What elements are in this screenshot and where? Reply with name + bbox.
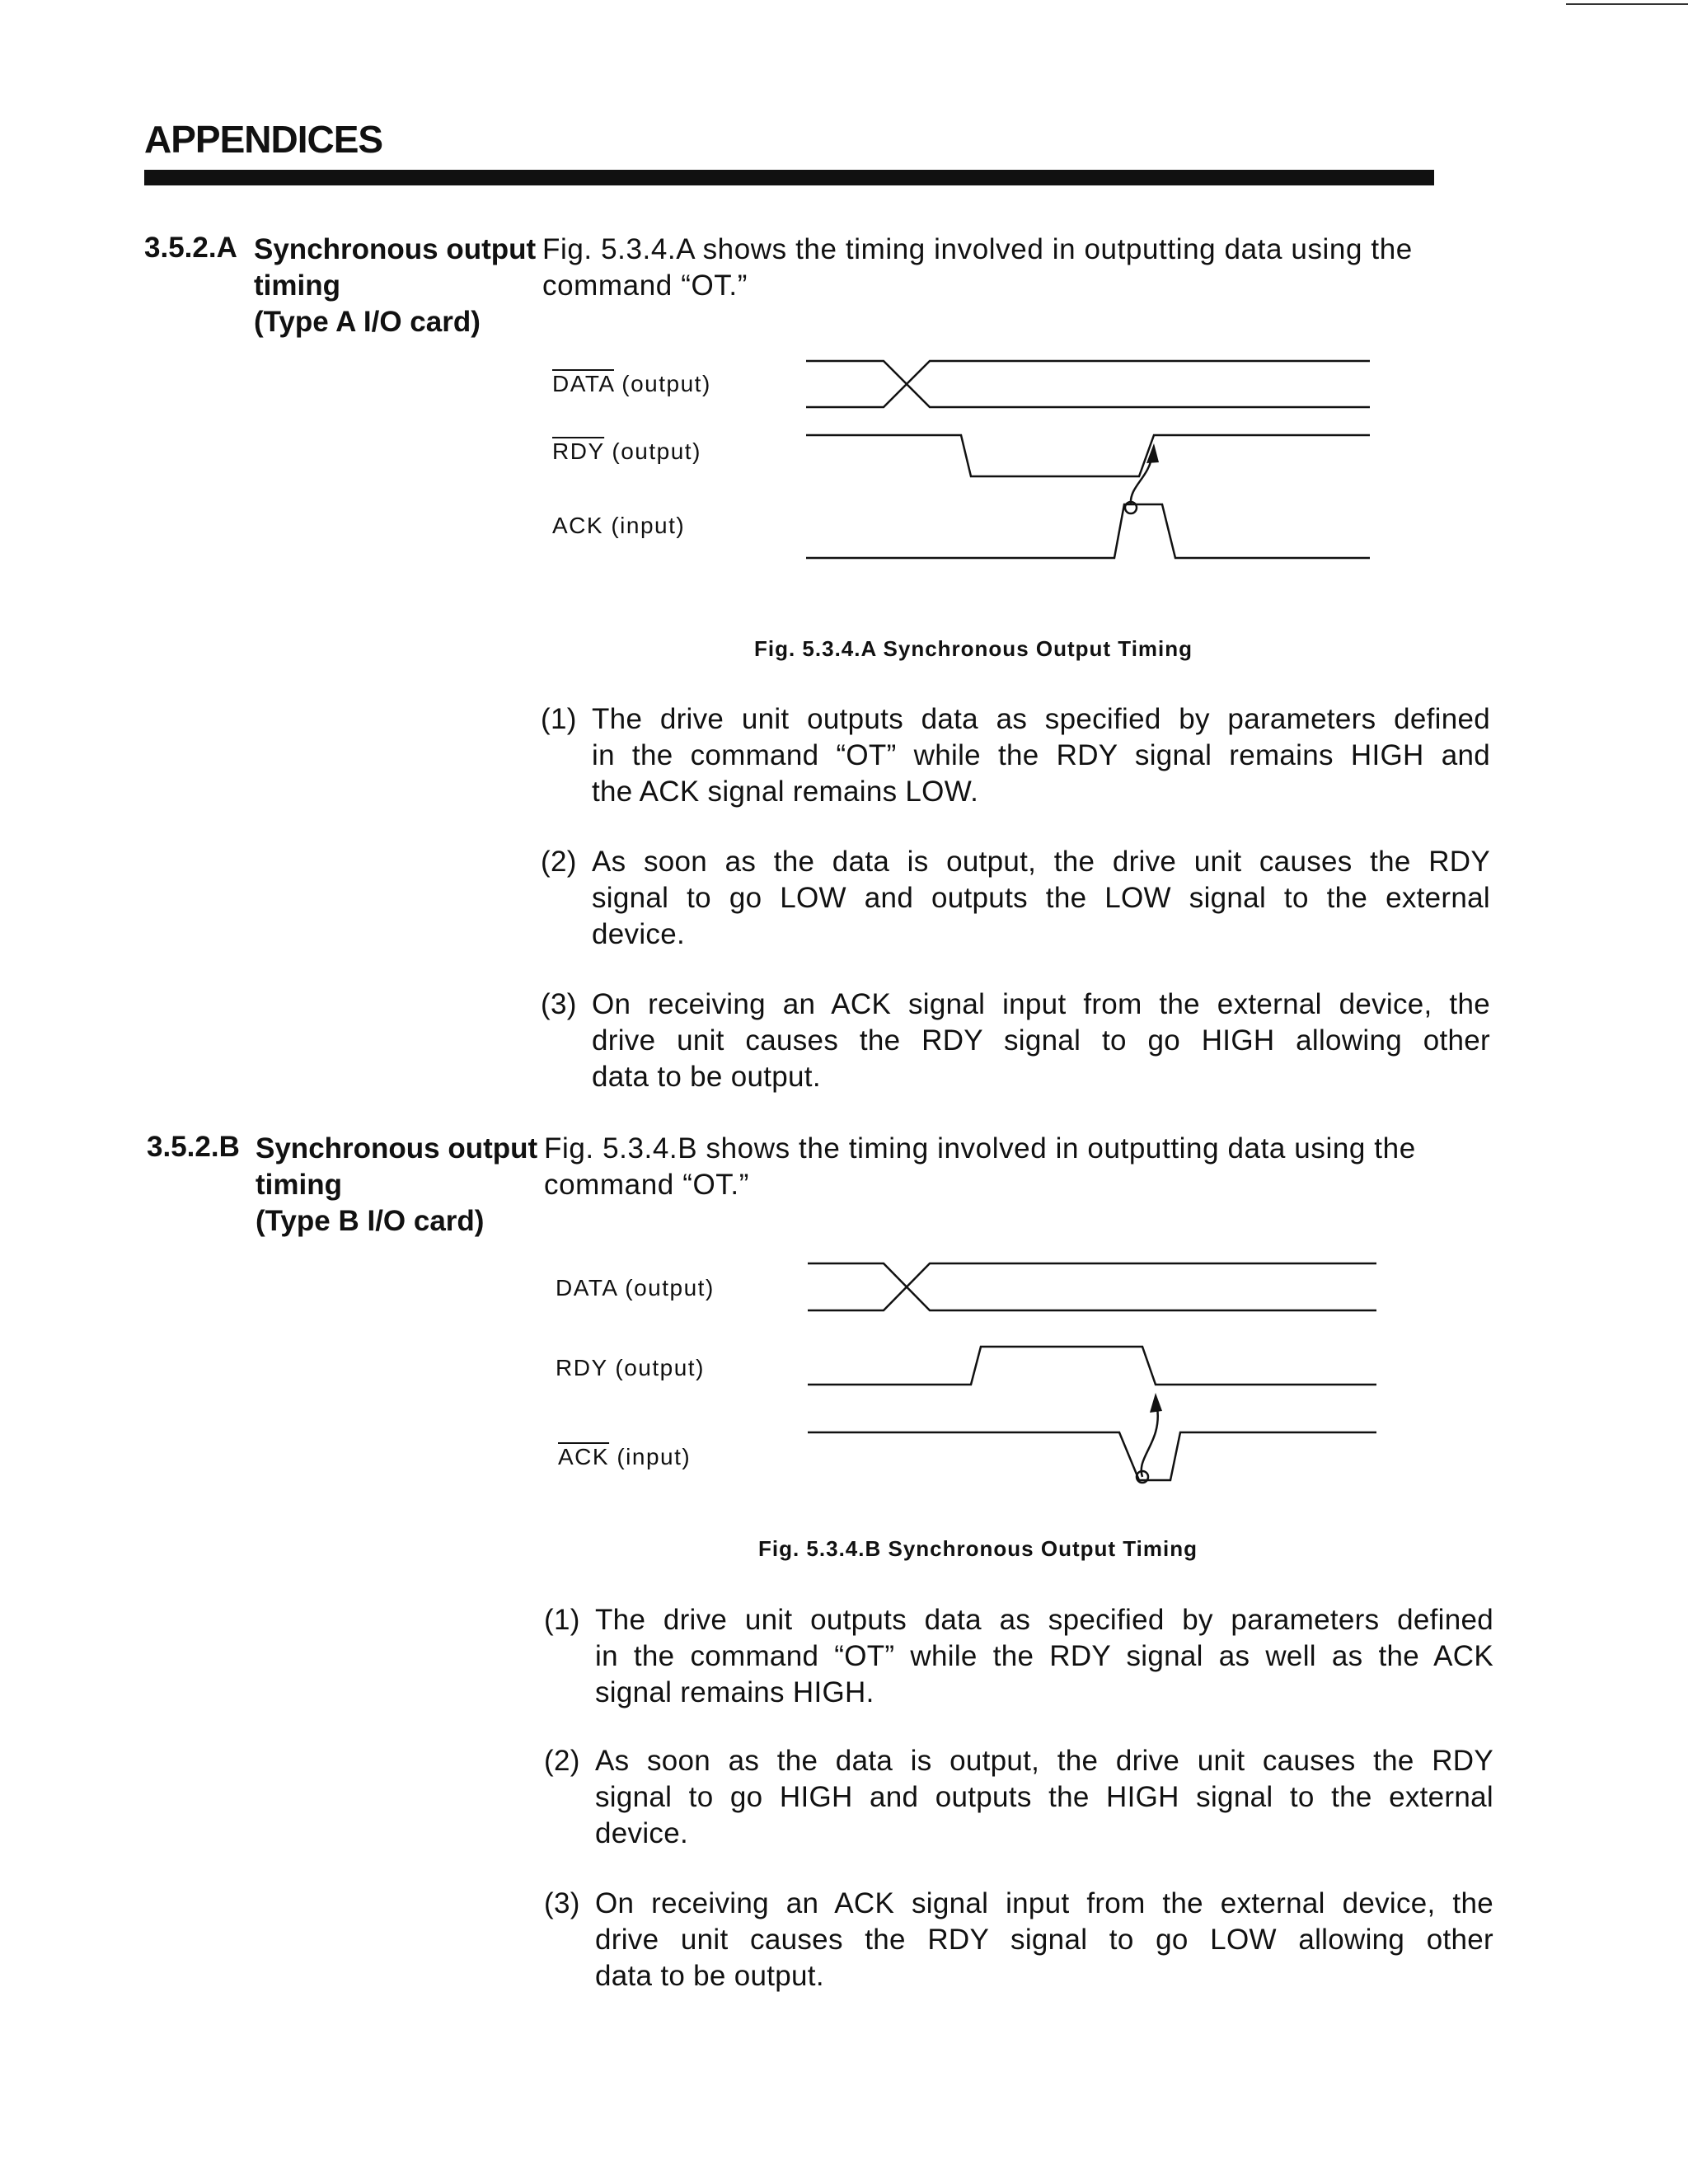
section-a-title-line: (Type A I/O card) bbox=[254, 306, 481, 338]
data-waveform bbox=[806, 361, 1370, 407]
list-item-number: (2) bbox=[541, 846, 577, 878]
ack-waveform bbox=[808, 1432, 1376, 1480]
list-item-number: (1) bbox=[541, 703, 577, 735]
list-item bbox=[541, 844, 1490, 953]
signal-name: ACK bbox=[552, 513, 604, 538]
section-b-title-line: (Type B I/O card) bbox=[256, 1205, 485, 1237]
signal-name: DATA bbox=[552, 371, 614, 396]
list-item-line: drive unit causes the RDY signal to go HIGH allowing other bbox=[592, 1024, 1490, 1057]
list-item-line: device. bbox=[595, 1817, 688, 1849]
list-item bbox=[544, 1886, 1493, 1994]
rdy-waveform bbox=[806, 435, 1370, 476]
section-b-title bbox=[256, 1131, 537, 1240]
signal-name: $\overline{ACK}$ bbox=[558, 1444, 610, 1469]
signal-direction: (input) bbox=[611, 513, 686, 538]
list-item-line: signal to go LOW and outputs the LOW signal to the external bbox=[592, 882, 1490, 914]
section-a-intro-line: Fig. 5.3.4.A shows the timing involved in outputting data using the bbox=[542, 233, 1413, 265]
list-item-line: The drive unit outputs data as specified by parameters defined bbox=[592, 703, 1490, 735]
list-item-line: signal to go HIGH and outputs the HIGH signal to the external bbox=[595, 1781, 1493, 1813]
list-item-line: On receiving an ACK signal input from the external device, the bbox=[595, 1887, 1493, 1919]
list-item-line: data to be output. bbox=[595, 1960, 824, 1992]
arrow-head bbox=[1150, 1393, 1162, 1413]
data-waveform bbox=[808, 1263, 1376, 1310]
rdy-waveform bbox=[808, 1347, 1376, 1385]
signal-name: DATA bbox=[556, 1275, 617, 1301]
section-a-intro-line: command “OT.” bbox=[542, 269, 748, 302]
list-item bbox=[541, 701, 1490, 810]
signal-direction: (input) bbox=[617, 1444, 692, 1469]
list-item-number: (2) bbox=[544, 1745, 580, 1777]
figure-caption-a: Fig. 5.3.4.A Synchronous Output Timing bbox=[754, 636, 1193, 661]
list-item-number: (3) bbox=[541, 988, 577, 1020]
section-b-number: 3.5.2.B bbox=[147, 1131, 240, 1163]
list-item-line: data to be output. bbox=[592, 1061, 821, 1093]
signal-direction: (output) bbox=[625, 1275, 715, 1301]
signal-name: $\overline{RDY}$ bbox=[552, 438, 605, 464]
ack-waveform bbox=[806, 504, 1370, 558]
figure-caption-b: Fig. 5.3.4.B Synchronous Output Timing bbox=[758, 1536, 1198, 1561]
page-header: APPENDICES bbox=[144, 118, 383, 161]
list-item-line: The drive unit outputs data as specified by parameters defined bbox=[595, 1604, 1493, 1636]
list-item-line: drive unit causes the RDY signal to go LOW allowing other bbox=[595, 1924, 1493, 1956]
list-item-line: the ACK signal remains LOW. bbox=[592, 776, 979, 808]
timing-waveforms-b bbox=[0, 1236, 1688, 1516]
signal-direction: (output) bbox=[615, 1355, 705, 1380]
section-b-intro-line: Fig. 5.3.4.B shows the timing involved in outputting data using the bbox=[544, 1132, 1416, 1165]
section-b-title-line: timing bbox=[256, 1169, 342, 1201]
section-a-title-line: Synchronous output bbox=[254, 233, 537, 265]
section-b-intro-line: command “OT.” bbox=[544, 1169, 749, 1201]
list-item-number: (1) bbox=[544, 1604, 580, 1636]
list-item-line: signal remains HIGH. bbox=[595, 1676, 874, 1708]
section-a-number: 3.5.2.A bbox=[144, 232, 237, 264]
section-b-intro bbox=[544, 1131, 1416, 1203]
timing-waveforms-a bbox=[0, 0, 1688, 593]
list-item-line: in the command “OT” while the RDY signal as well as the ACK bbox=[595, 1640, 1493, 1672]
ack-to-rdy-arrow bbox=[1142, 1408, 1158, 1477]
signal-name: RDY bbox=[556, 1355, 608, 1380]
list-item-line: in the command “OT” while the RDY signal remains HIGH and bbox=[592, 739, 1490, 771]
signal-direction: (output) bbox=[612, 438, 701, 464]
section-b-title-line: Synchronous output bbox=[256, 1132, 538, 1165]
list-item-line: On receiving an ACK signal input from the external device, the bbox=[592, 988, 1490, 1020]
signal-direction: (output) bbox=[621, 371, 711, 396]
list-item bbox=[544, 1743, 1493, 1852]
list-item-line: device. bbox=[592, 918, 685, 950]
list-item-number: (3) bbox=[544, 1887, 580, 1919]
list-item bbox=[544, 1602, 1493, 1711]
list-item-line: As soon as the data is output, the drive unit causes the RDY bbox=[592, 846, 1490, 878]
list-item-line: As soon as the data is output, the drive unit causes the RDY bbox=[595, 1745, 1493, 1777]
list-item bbox=[541, 987, 1490, 1095]
section-a-title-line: timing bbox=[254, 269, 340, 302]
